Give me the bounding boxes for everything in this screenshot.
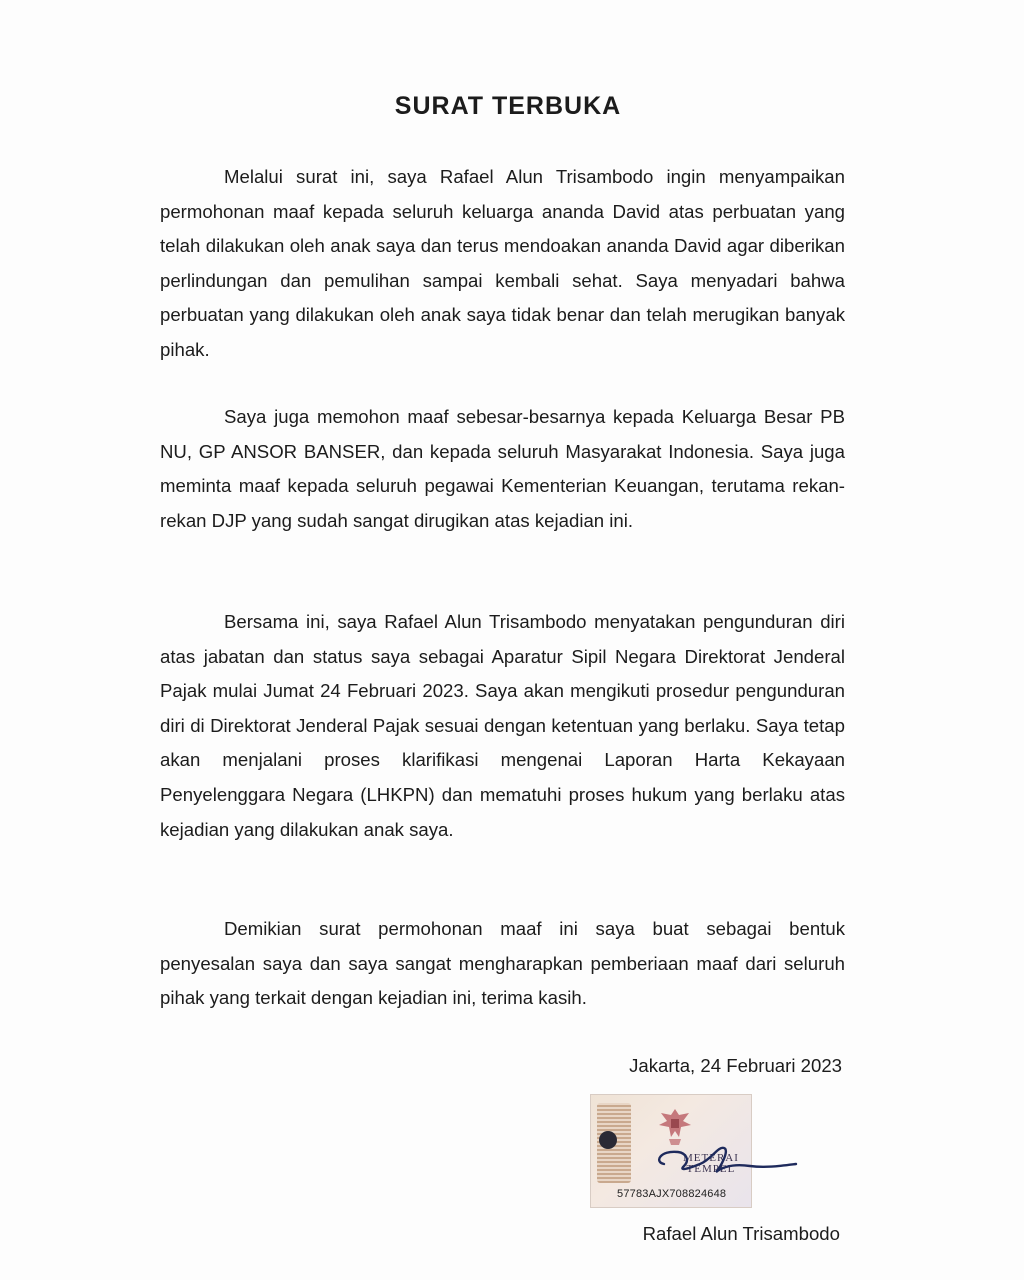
handwritten-signature [620, 1124, 800, 1184]
paragraph-resignation: Bersama ini, saya Rafael Alun Trisambodo menyatakan pengunduran diri atas jabatan dan status saya sebagai Aparatur Sipil Negara Direktorat Jenderal Pajak mulai Jumat 24 Februari 2023. Saya akan mengikuti prosedur pengunduran diri di Direktorat Jenderal Pajak sesuai dengan ketentuan yang berlaku. Saya tetap akan menjalani proses klarifikasi mengenai Laporan Harta Kekayaan Penyelenggara Negara (LHKPN) dan mematuhi proses hukum yang berlaku atas kejadian yang dilakukan anak saya. [160, 611, 845, 840]
stamp-label: METERAI TEMPEL [683, 1152, 739, 1175]
stamp-serial: 57783AJX708824648 [617, 1188, 727, 1200]
paragraph-closing: Demikian surat permohonan maaf ini saya buat sebagai bentuk penyesalan saya dan saya sangat mengharapkan pemberiaan maaf dari seluruh pihak yang terkait dengan kejadian ini, terima kasih. [160, 918, 845, 1009]
paragraph-apology-family: Melalui surat ini, saya Rafael Alun Trisambodo ingin menyampaikan permohonan maaf kepada seluruh keluarga ananda David atas perbuatan yang telah dilakukan oleh anak saya dan terus mendoakan ananda David agar diberikan perlindungan dan pemulihan sampai kembali sehat. Saya menyadari bahwa perbuatan yang dilakukan oleh anak saya tidak benar dan telah merugikan banyak pihak. [160, 166, 845, 360]
paragraph-apology-public: Saya juga memohon maaf sebesar-besarnya kepada Keluarga Besar PB NU, GP ANSOR BANSER, dan kepada seluruh Masyarakat Indonesia. Saya juga meminta maaf kepada seluruh pegawai Kementerian Keuangan, terutama rekan-rekan DJP yang sudah sangat dirugikan atas kejadian ini. [160, 406, 845, 531]
letter-title: SURAT TERBUKA [394, 92, 622, 120]
signature-block [560, 1088, 800, 1218]
signer-name: Rafael Alun Trisambodo [642, 1223, 840, 1244]
stamp-hole-icon [599, 1131, 617, 1149]
place-date: Jakarta, 24 Februari 2023 [629, 1055, 842, 1076]
